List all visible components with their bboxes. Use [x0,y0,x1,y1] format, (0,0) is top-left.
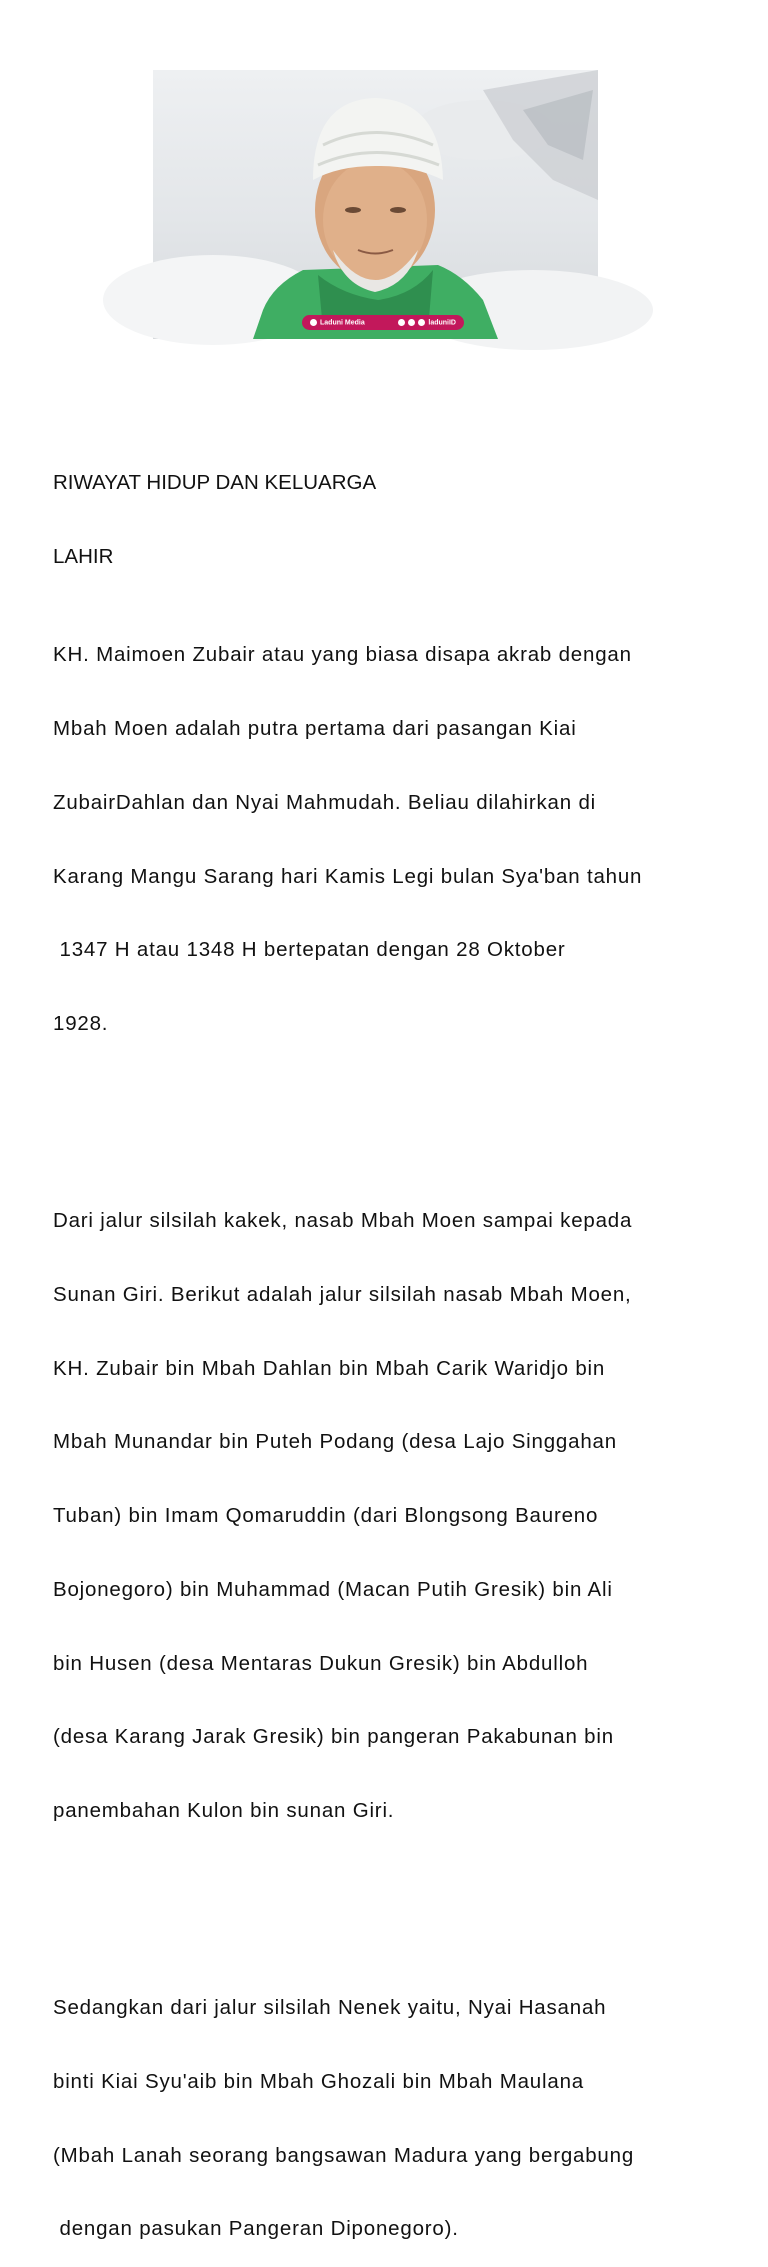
portrait-illustration [153,70,598,339]
paragraph-3-line: (Mbah Lanah seorang bangsawan Madura yang bergabung [53,2143,635,2167]
watermark-right [398,319,456,326]
social-icon [398,319,405,326]
paragraph-1-line: ZubairDahlan dan Nyai Mahmudah. Beliau dilahirkan di [53,790,596,814]
paragraph-1-line: 1928. [53,1012,109,1036]
paragraph-2-line: (desa Karang Jarak Gresik) bin pangeran Pakabunan bin [53,1725,614,1749]
social-icon [418,319,425,326]
watermark-left [310,319,365,326]
paragraph-2-line: Mbah Munandar bin Puteh Podang (desa Lajo Singgahan [53,1430,617,1454]
paragraph-2-line: KH. Zubair bin Mbah Dahlan bin Mbah Carik Waridjo bin [53,1356,606,1380]
watermark-right-text: laduniID [428,319,456,327]
social-icon [408,319,415,326]
paragraph-1-line: Mbah Moen adalah putra pertama dari pasangan Kiai [53,717,577,741]
paragraph-3-line: dengan pasukan Pangeran Diponegoro). [53,2217,459,2241]
article-subheading: LAHIR [53,544,114,568]
article-body [53,422,733,2267]
paragraph-3-line: Sedangkan dari jalur silsilah Nenek yaitu, Nyai Hasanah [53,1996,607,2019]
portrait-image [153,70,598,339]
paragraph-2-line: Tuban) bin Imam Qomaruddin (dari Blongsong Baureno [53,1504,599,1528]
paragraph-3-line: binti Kiai Syu'aib bin Mbah Ghozali bin Mbah Maulana [53,2069,584,2093]
paragraph-2-line: Bojonegoro) bin Muhammad (Macan Putih Gresik) bin Ali [53,1577,613,1601]
paragraph-1-line: 1347 H atau 1348 H bertepatan dengan 28 Oktober [53,938,566,962]
laduni-logo-icon [310,319,317,326]
paragraph-2-line: Dari jalur silsilah kakek, nasab Mbah Moen sampai kepada [53,1209,633,1232]
paragraph-2-line: Sunan Giri. Berikut adalah jalur silsilah nasab Mbah Moen, [53,1282,632,1306]
paragraph-2-line: panembahan Kulon bin sunan Giri. [53,1799,395,1823]
paragraph-gap [53,1898,733,1923]
paragraph-1-line: Karang Mangu Sarang hari Kamis Legi bulan Sya'ban tahun [53,864,643,888]
article-heading: RIWAYAT HIDUP DAN KELUARGA [53,471,377,495]
watermark-badge [302,315,464,330]
watermark-left-text: Laduni Media [320,319,365,327]
paragraph-gap [53,1111,733,1136]
paragraph-1-line: KH. Maimoen Zubair atau yang biasa disapa akrab dengan [53,643,632,667]
paragraph-2-line: bin Husen (desa Mentaras Dukun Gresik) bin Abdulloh [53,1651,589,1675]
